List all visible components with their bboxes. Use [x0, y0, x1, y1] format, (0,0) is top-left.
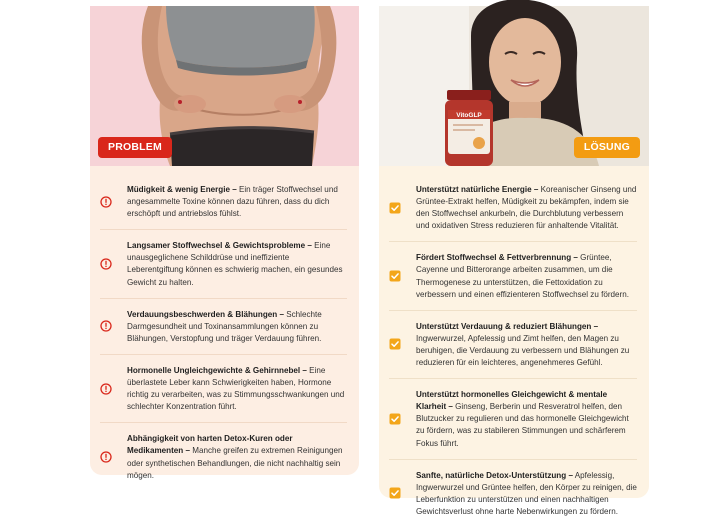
solution-item-title: Sanfte, natürliche Detox-Unterstützung – — [416, 470, 573, 480]
problem-item-title: Müdigkeit & wenig Energie – — [127, 185, 237, 194]
alert-icon — [100, 196, 112, 208]
solution-list — [379, 166, 649, 527]
problem-item-text: Ein träger Stoffwechsel und angesammelte Toxine können dazu führen, dass du dich erschöpft und antriebslos fühlst. — [127, 185, 338, 219]
problem-item — [100, 355, 347, 423]
problem-list — [90, 166, 359, 491]
checkbox-checked-icon — [389, 202, 401, 214]
solution-item — [389, 174, 637, 242]
problem-item-text: Manche greifen zu extremen Reinigungen oder synthetischen Behandlungen, die nicht nachhaltig sein mögen. — [127, 446, 343, 480]
solution-item-text: Ingwerwurzel, Apfelessig und Zimt helfen, den Magen zu beruhigen, die Verdauung zu verbessern und Blähungen zu reduzieren für ein leichteres, angenehmeres Gefühl. — [416, 333, 630, 368]
solution-item — [389, 460, 637, 527]
solution-item-text: Ginseng, Berberin und Resveratrol helfen, den Blutzucker zu regulieren und das hormonelle Gleichgewicht zu fördern, was zu stabileren Stimmungen und schärferem Fokus führt. — [416, 402, 629, 448]
solution-item-text: Apfelessig, Ingwerwurzel und Grüntee helfen, den Körper zu reinigen, die Leberfunktion zu unterstützen und einen nachhaltigen Gewichtsverlust ohne harte Nebenwirkungen zu fördern. — [416, 470, 637, 516]
problem-item — [100, 299, 347, 355]
solution-item-text: Koreanischer Ginseng und Grüntee-Extrakt helfen, Müdigkeit zu bekämpfen, indem sie den Stoffwechsel ankurbeln, die Durchblutung verbessern und oxidativen Stress reduzieren für anhaltende Vitalität. — [416, 185, 637, 231]
problem-item — [100, 174, 347, 230]
alert-icon — [100, 451, 112, 463]
checkbox-checked-icon — [389, 270, 401, 282]
checkbox-checked-icon — [389, 487, 401, 499]
solution-item-title: Fördert Stoffwechsel & Fettverbrennung – — [416, 253, 578, 263]
alert-icon — [100, 383, 112, 395]
solution-item-title: Unterstützt natürliche Energie – — [416, 185, 539, 194]
solution-badge: LÖSUNG — [574, 137, 640, 158]
solution-card — [379, 6, 649, 516]
alert-icon — [100, 258, 112, 270]
problem-item-title: Langsamer Stoffwechsel & Gewichtsprobleme – — [127, 241, 312, 251]
solution-item-title: Unterstützt hormonelles Gleichgewicht & mentale Klarheit – — [416, 390, 608, 412]
problem-item-text: Eine unausgeglichene Schilddrüse und ineffiziente Leberentgiftung können es schwierig machen, ein gesundes Gewicht zu halten. — [127, 241, 343, 287]
problem-item — [100, 423, 347, 490]
solution-item — [389, 242, 637, 310]
problem-card — [90, 6, 359, 480]
solution-item-text: Grüntee, Cayenne und Bitterorange arbeiten zusammen, um die Thermogenese zu unterstützen, die Fettoxidation zu verbessern und einen effizienteren Stoffwechsel zu fördern. — [416, 253, 629, 299]
solution-item — [389, 311, 637, 379]
bottle-label: VitoGLP — [456, 112, 482, 119]
checkbox-checked-icon — [389, 413, 401, 425]
problem-item-text: Eine überlastete Leber kann Schwierigkeiten haben, Hormone richtig zu verarbeiten, was zu Stimmungsschwankungen und schlechter Konzentration führt. — [127, 365, 345, 412]
problem-badge: PROBLEM — [98, 137, 172, 158]
alert-icon — [100, 320, 112, 332]
problem-item-title: Verdauungsbeschwerden & Blähungen – — [127, 309, 284, 319]
solution-item-title: Unterstützt Verdauung & reduziert Blähungen – — [416, 321, 599, 331]
problem-hero-image — [90, 6, 359, 166]
problem-item-text: Schlechte Darmgesundheit und Toxinansammlungen können zu Blähungen, Verstopfung und träger Verdauung führen. — [127, 309, 322, 343]
problem-item — [100, 230, 347, 298]
checkbox-checked-icon — [389, 338, 401, 350]
problem-item-title: Abhängigkeit von harten Detox-Kuren oder Medikamenten – — [127, 434, 293, 456]
solution-hero-image — [379, 6, 649, 166]
problem-item-title: Hormonelle Ungleichgewichte & Gehirnnebel – — [127, 365, 307, 375]
solution-item — [389, 379, 637, 459]
